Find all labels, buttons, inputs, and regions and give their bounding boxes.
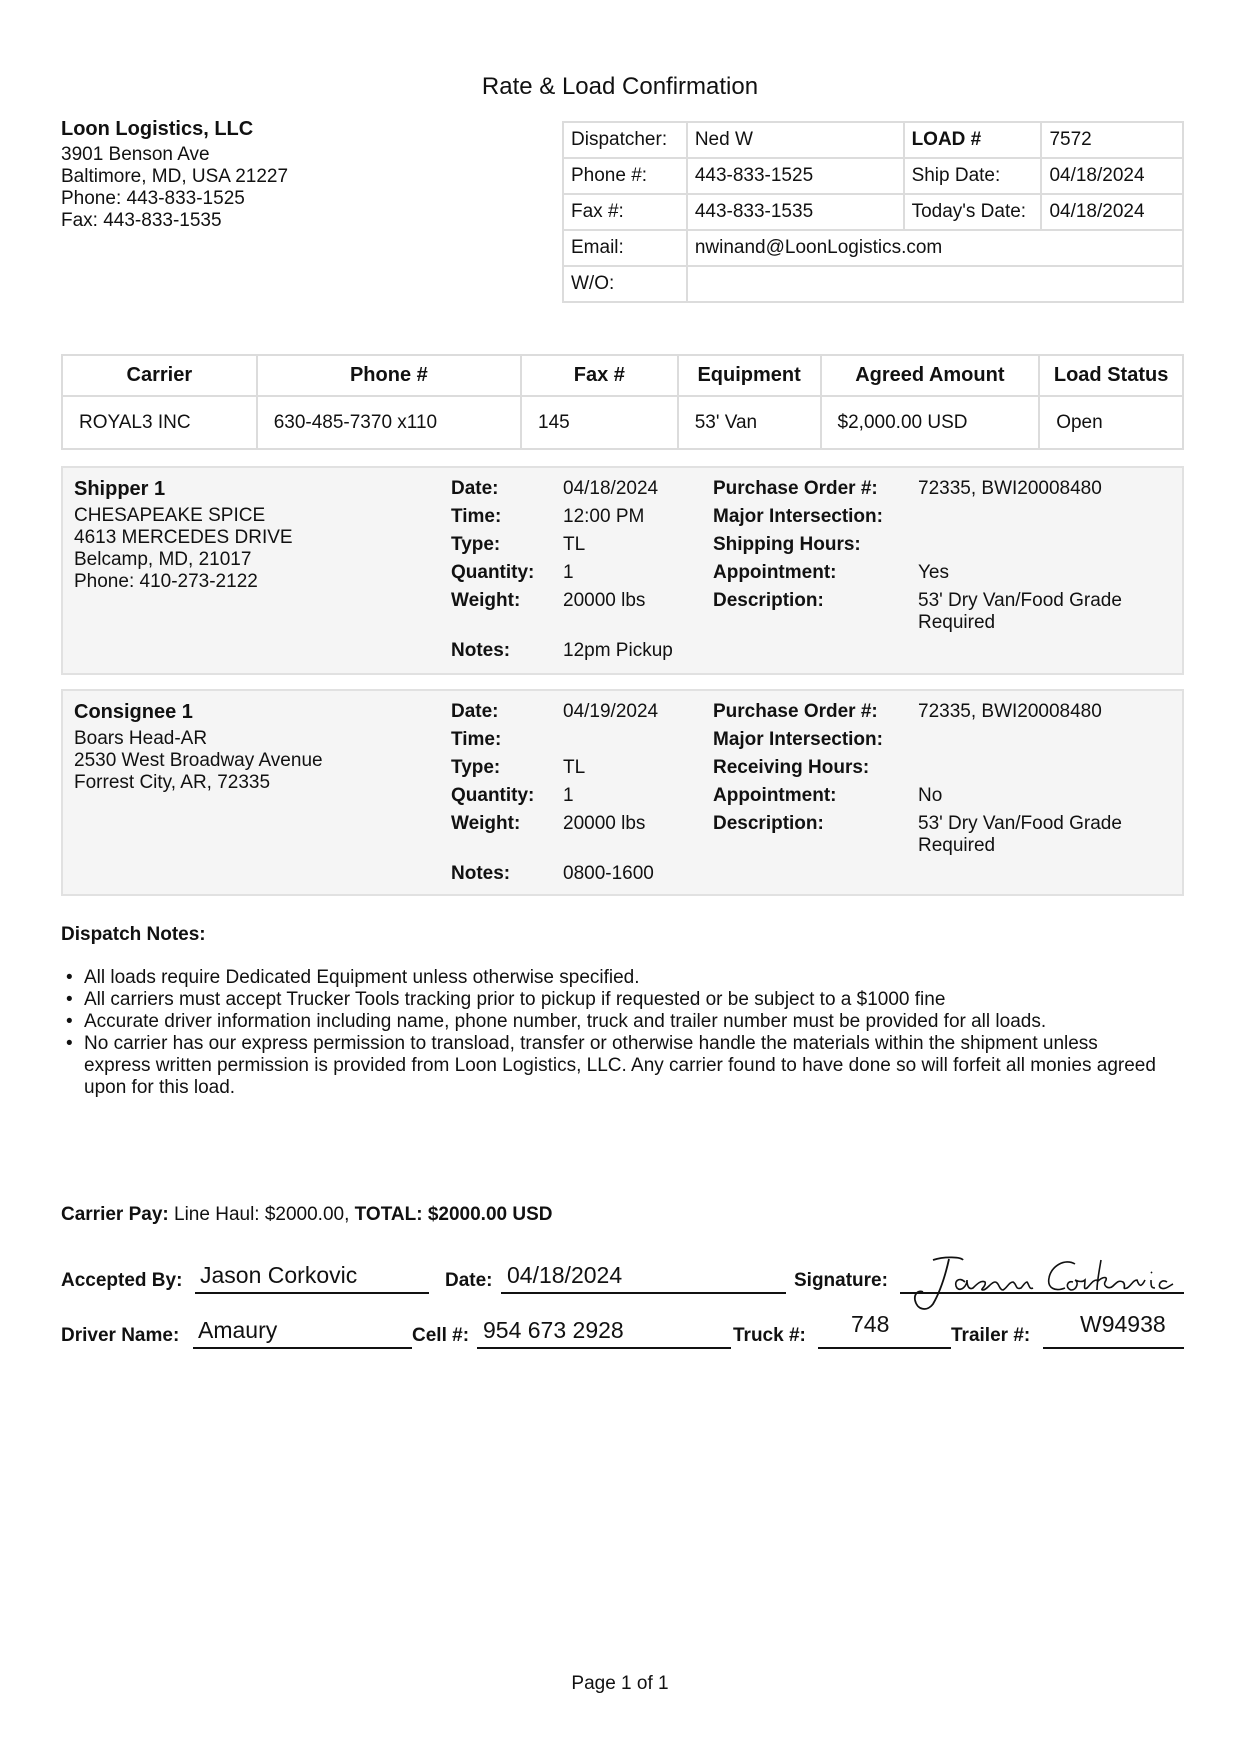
shipper-street: 4613 MERCEDES DRIVE (74, 527, 293, 548)
appointment-value: No (918, 785, 943, 806)
company-fax: Fax: 443-833-1535 (61, 210, 222, 231)
column-header: Load Status (1039, 355, 1183, 396)
dispatcher-label: Dispatcher: (563, 122, 687, 158)
accepted-by-label: Accepted By: (61, 1270, 183, 1291)
page-number: Page 1 of 1 (571, 1673, 669, 1694)
quantity-label: Quantity: (451, 562, 535, 583)
type-value: TL (563, 534, 586, 555)
quantity-label: Quantity: (451, 785, 535, 806)
date-label: Date: (451, 478, 499, 499)
document-title: Rate & Load Confirmation (481, 73, 759, 100)
company-address-line1: 3901 Benson Ave (61, 144, 210, 165)
shipper-title: Shipper 1 (74, 478, 166, 500)
table-row (563, 122, 1183, 158)
agreed-amount-cell: $2,000.00 USD (821, 396, 1040, 449)
column-header: Carrier (62, 355, 257, 396)
column-header: Agreed Amount (821, 355, 1040, 396)
weight-label: Weight: (451, 813, 521, 834)
list-item: • Accurate driver information including name, phone number, truck and trailer number must be provided for all loads. (66, 1011, 1156, 1033)
company-block (61, 118, 288, 232)
consignee-title: Consignee 1 (74, 701, 193, 723)
truck-line (818, 1347, 951, 1349)
ship-date-label: Ship Date: (904, 158, 1042, 194)
column-header: Fax # (521, 355, 678, 396)
shipper-name: CHESAPEAKE SPICE (74, 505, 266, 526)
consignee-name: Boars Head-AR (74, 728, 208, 749)
weight-value: 20000 lbs (563, 590, 646, 611)
carrier-table (61, 354, 1184, 450)
consignee-box (61, 689, 1184, 896)
date-field[interactable]: 04/18/2024 (507, 1262, 623, 1288)
carrier-pay-label: Carrier Pay: (61, 1204, 169, 1225)
notes-value: 12pm Pickup (563, 640, 673, 661)
table-row (563, 158, 1183, 194)
carrier-fax-cell: 145 (521, 396, 678, 449)
consignee-city: Forrest City, AR, 72335 (74, 772, 271, 793)
phone-label: Phone #: (563, 158, 687, 194)
ship-date-value: 04/18/2024 (1041, 158, 1183, 194)
shipper-address (74, 478, 293, 593)
type-label: Type: (451, 757, 501, 778)
date-label: Date: (445, 1270, 493, 1291)
today-date-value: 04/18/2024 (1041, 194, 1183, 230)
description-line: Required (918, 835, 996, 856)
table-row (563, 266, 1183, 302)
list-item: • All loads require Dedicated Equipment unless otherwise specified. (66, 967, 1156, 989)
company-phone: Phone: 443-833-1525 (61, 188, 245, 209)
intersection-label: Major Intersection: (713, 729, 883, 750)
trailer-field[interactable]: W94938 (1080, 1311, 1166, 1337)
list-item: • No carrier has our express permission to transload, transfer or otherwise handle the materials within the shipment unless express written permission is provided from Loon Logistics, LLC. Any carrier found to have done so will forfeit all monies agreed upon for this load. (66, 1033, 1156, 1099)
quantity-value: 1 (563, 785, 574, 806)
date-label: Date: (451, 701, 499, 722)
date-value: 04/18/2024 (563, 478, 659, 499)
load-value: 7572 (1041, 122, 1183, 158)
po-label: Purchase Order #: (713, 478, 878, 499)
appointment-label: Appointment: (713, 785, 837, 806)
dispatch-notes-title: Dispatch Notes: (61, 924, 206, 945)
hours-label: Receiving Hours: (713, 757, 870, 778)
line-haul-value: Line Haul: $2000.00, (174, 1204, 350, 1225)
fax-label: Fax #: (563, 194, 687, 230)
dispatch-info-table (562, 121, 1184, 303)
weight-label: Weight: (451, 590, 521, 611)
email-value: nwinand@LoonLogistics.com (687, 230, 1183, 266)
quantity-value: 1 (563, 562, 574, 583)
dispatcher-value: Ned W (687, 122, 904, 158)
shipper-phone: Phone: 410-273-2122 (74, 571, 258, 592)
company-name: Loon Logistics, LLC (61, 118, 254, 140)
description-value (918, 590, 1122, 634)
total-value: TOTAL: $2000.00 USD (354, 1204, 553, 1225)
appointment-label: Appointment: (713, 562, 837, 583)
column-header: Phone # (257, 355, 521, 396)
shipper-city: Belcamp, MD, 21017 (74, 549, 252, 570)
driver-name-line (193, 1347, 412, 1349)
consignee-address (74, 701, 323, 794)
carrier-phone-cell: 630-485-7370 x110 (257, 396, 521, 449)
table-header-row (62, 355, 1183, 396)
intersection-label: Major Intersection: (713, 506, 883, 527)
hours-label: Shipping Hours: (713, 534, 861, 555)
cell-label: Cell #: (412, 1325, 470, 1346)
carrier-pay-line (61, 1204, 552, 1226)
time-label: Time: (451, 729, 502, 750)
dispatch-notes-list (66, 967, 1156, 1099)
po-value: 72335, BWI20008480 (918, 701, 1102, 722)
driver-name-label: Driver Name: (61, 1325, 180, 1346)
type-value: TL (563, 757, 586, 778)
description-label: Description: (713, 813, 824, 834)
appointment-value: Yes (918, 562, 949, 583)
email-label: Email: (563, 230, 687, 266)
signature-label: Signature: (794, 1270, 888, 1291)
po-label: Purchase Order #: (713, 701, 878, 722)
wo-label: W/O: (563, 266, 687, 302)
description-line: 53' Dry Van/Food Grade (918, 590, 1122, 611)
weight-value: 20000 lbs (563, 813, 646, 834)
type-label: Type: (451, 534, 501, 555)
date-line (501, 1292, 786, 1294)
carrier-name-cell: ROYAL3 INC (62, 396, 257, 449)
column-header: Equipment (678, 355, 821, 396)
list-item: • All carriers must accept Trucker Tools tracking prior to pickup if requested or be subject to a $1000 fine (66, 989, 1156, 1011)
notes-value: 0800-1600 (563, 863, 654, 884)
table-row (563, 194, 1183, 230)
consignee-street: 2530 West Broadway Avenue (74, 750, 323, 771)
company-address-line2: Baltimore, MD, USA 21227 (61, 166, 289, 187)
description-line: 53' Dry Van/Food Grade (918, 813, 1122, 834)
trailer-label: Trailer #: (951, 1325, 1031, 1346)
time-label: Time: (451, 506, 502, 527)
cell-field[interactable]: 954 673 2928 (483, 1317, 624, 1343)
table-row (563, 230, 1183, 266)
notes-label: Notes: (451, 863, 511, 884)
truck-label: Truck #: (733, 1325, 806, 1346)
today-date-label: Today's Date: (904, 194, 1042, 230)
description-line: Required (918, 612, 996, 633)
equipment-cell: 53' Van (678, 396, 821, 449)
accepted-by-line (195, 1292, 429, 1294)
trailer-line (1043, 1347, 1184, 1349)
truck-field[interactable]: 748 (851, 1311, 890, 1337)
po-value: 72335, BWI20008480 (918, 478, 1102, 499)
table-row (62, 396, 1183, 449)
shipper-box (61, 466, 1184, 675)
phone-value: 443-833-1525 (687, 158, 904, 194)
driver-name-field[interactable]: Amaury (198, 1317, 278, 1343)
description-label: Description: (713, 590, 824, 611)
fax-value: 443-833-1535 (687, 194, 904, 230)
date-value: 04/19/2024 (563, 701, 659, 722)
wo-value (687, 266, 1183, 302)
description-value (918, 813, 1122, 857)
load-label: LOAD # (904, 122, 1042, 158)
notes-label: Notes: (451, 640, 511, 661)
load-status-cell: Open (1039, 396, 1183, 449)
cell-line (477, 1347, 731, 1349)
time-value: 12:00 PM (563, 506, 645, 527)
signature-image[interactable] (905, 1252, 1175, 1318)
accepted-by-field[interactable]: Jason Corkovic (200, 1262, 358, 1288)
